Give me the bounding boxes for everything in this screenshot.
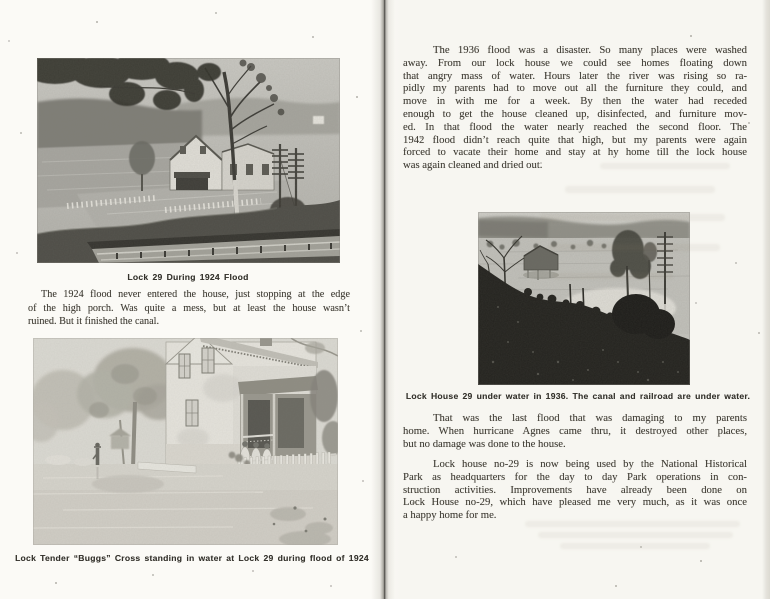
text-line: a happy home for me. <box>403 509 497 522</box>
text-line: 1942 flood didn’t reach quite that high, but my parents were again <box>403 133 747 146</box>
photo-caption-lock-tender: Lock Tender “Buggs” Cross standing in water at Lock 29 during flood of 1924 <box>15 553 369 563</box>
text-line: struction activities. Improvements have already been done on <box>403 483 747 496</box>
text-line: home. When hurricane Agnes came thru, it destroyed other places, <box>403 424 747 437</box>
text-line: That was the last flood that was damaging to my parents <box>433 412 747 424</box>
bleed-through-smudge <box>538 532 733 538</box>
text-line: was again cleaned and dried out. <box>403 159 543 172</box>
text-line: forced to vacate their home and stay at hy home till the lock house <box>403 146 747 159</box>
photo-lockhouse29-1936-flood <box>478 212 690 385</box>
photo-caption-1924-flood: Lock 29 During 1924 Flood <box>127 272 249 282</box>
text-line: Lock house no-29 is now being used by the National Historical <box>433 458 747 470</box>
text-line: away. From our lock house we could see homes floating down <box>403 56 747 69</box>
text-line: enough to get the house cleaned up, disinfected, and furniture mov- <box>403 107 747 120</box>
bleed-through-smudge <box>565 186 715 193</box>
text-line: pidly my parents had to move out all the furniture they could, and <box>403 82 747 95</box>
text-line: move in with me for a week. By then the water had receded <box>403 95 747 108</box>
photo-caption-lockhouse-1936: Lock House 29 under water in 1936. The canal and railroad are under water. <box>405 391 751 401</box>
text-line: ruined. But it finished the canal. <box>28 316 159 328</box>
text-line: Park as headquarters for the day to day Park operations in con- <box>403 470 747 483</box>
text-line: of the high porch. Was quite a mess, but at least the house wasn’t <box>28 302 350 314</box>
paragraph-1936-flood <box>403 44 747 172</box>
text-line: The 1936 flood was a disaster. So many places were washed <box>433 44 747 56</box>
text-line: ed. In that flood the water nearly reached the second floor. The <box>403 120 747 133</box>
text-line: The 1924 flood never entered the house, just stopping at the edge <box>41 289 350 300</box>
text-line: Lock House no-29, which have pleased me very much, as it was once <box>403 496 747 509</box>
text-line: but no damage was done to the house. <box>403 437 566 450</box>
text-line: that angry mass of water. Hours later the river was rising so ra- <box>403 69 747 82</box>
paragraph-national-park <box>403 458 747 522</box>
paragraph-hurricane-agnes <box>403 412 747 450</box>
bleed-through-smudge <box>560 543 710 549</box>
